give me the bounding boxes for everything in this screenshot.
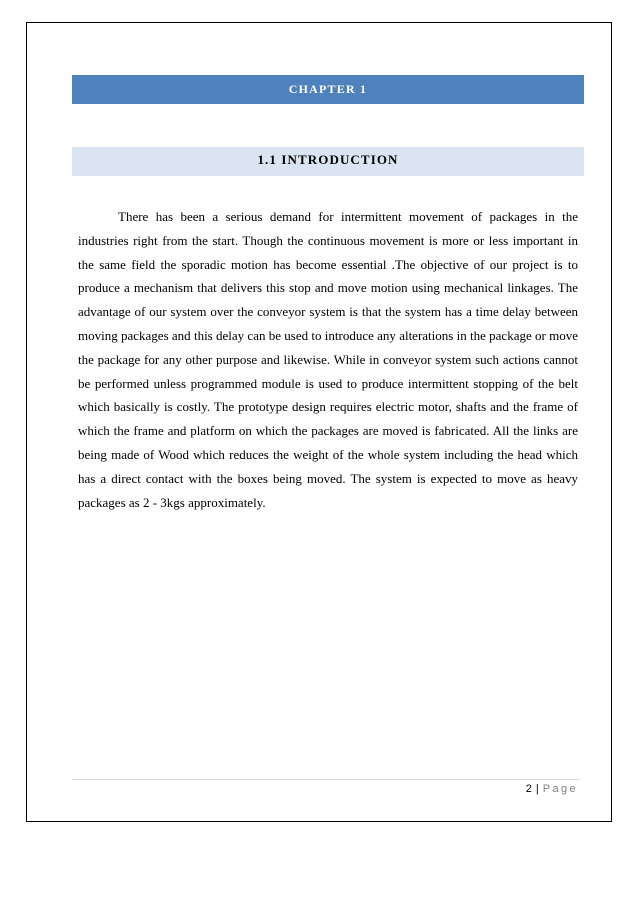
page-separator: | <box>535 783 539 795</box>
page-label: Page <box>542 783 578 795</box>
footer-divider <box>72 779 580 780</box>
page-footer <box>526 783 578 795</box>
body-paragraph: There has been a serious demand for intermittent movement of packages in the industries right from the start. Though the continuous movement is more or less important in the same field the sporadic motion has become essential .The objective of our project is to produce a mechanism that delivers this stop and move motion using mechanical linkages. The advantage of our system over the conveyor system is that the system has a time delay between moving packages and this delay can be used to introduce any alterations in the package or move the package for any other purpose and likewise. While in conveyor system such actions cannot be performed unless programmed module is used to produce intermittent stopping of the belt which basically is costly. The prototype design requires electric motor, shafts and the frame of which the frame and platform on which the packages are moved is fabricated. All the links are being made of Wood which reduces the weight of the whole system including the head which has a direct contact with the boxes being moved. The system is expected to move as heavy packages as 2 - 3kgs approximately. <box>78 209 578 510</box>
page-number: 2 <box>525 783 532 795</box>
section-heading: 1.1 INTRODUCTION <box>72 147 584 176</box>
chapter-heading: CHAPTER 1 <box>72 75 584 104</box>
